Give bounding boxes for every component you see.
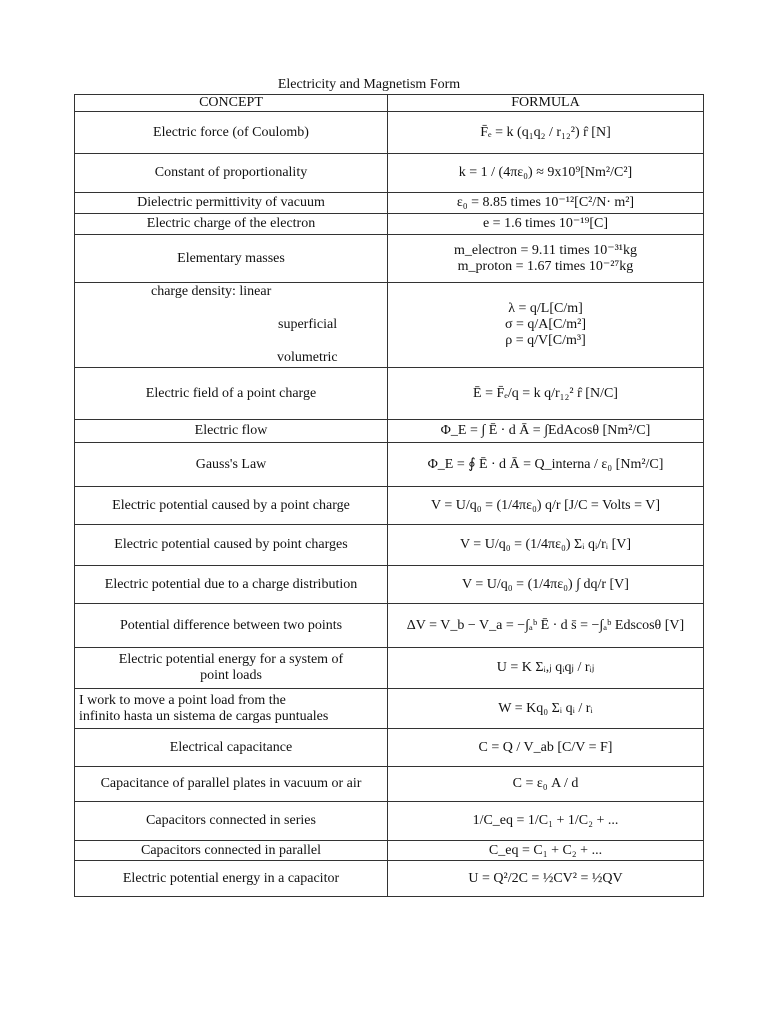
- concept-cell: Constant of proportionality: [75, 154, 388, 193]
- table-row: [75, 443, 704, 487]
- formula-cell: k = 1 / (4πε₀) ≈ 9x10⁹[Nm²/C²]: [388, 154, 704, 193]
- table-row: [75, 802, 704, 841]
- formula-cell: Φ_E = ∮ Ē ⋅ d Ā = Q_interna / ε₀ [Nm²/C]: [388, 443, 704, 487]
- formula-table: [74, 94, 704, 897]
- table-row: [75, 729, 704, 767]
- density-volumetric-label: volumetric: [277, 350, 338, 365]
- table-row: [75, 604, 704, 648]
- formula-cell: C_eq = C₁ + C₂ + ...: [388, 841, 704, 861]
- concept-header: CONCEPT: [75, 95, 388, 112]
- concept-cell: Electric field of a point charge: [75, 368, 388, 420]
- formula-cell: F̄ₑ = k (q₁q₂ / r₁₂²) r̂ [N]: [388, 112, 704, 154]
- table-row: [75, 566, 704, 604]
- formula-cell: ΔV = V_b − V_a = −∫ₐᵇ Ē ⋅ d s̄ = −∫ₐᵇ Edscosθ [V]: [388, 604, 704, 648]
- charge-density-cell: [75, 283, 388, 368]
- concept-cell: Capacitors connected in series: [75, 802, 388, 841]
- concept-cell: I work to move a point load from the infinito hasta un sistema de cargas puntuales: [75, 689, 388, 729]
- formula-cell: ε₀ = 8.85 times 10⁻¹²[C²/N⋅ m²]: [388, 193, 704, 214]
- table-header-row: [75, 95, 704, 112]
- table-row: [75, 283, 704, 368]
- formula-cell: e = 1.6 times 10⁻¹⁹[C]: [388, 214, 704, 235]
- formula-cell: C = Q / V_ab [C/V = F]: [388, 729, 704, 767]
- concept-cell: Electric flow: [75, 420, 388, 443]
- table-row: [75, 841, 704, 861]
- table-row: [75, 689, 704, 729]
- table-row: [75, 767, 704, 802]
- formula-cell: Φ_E = ∫ Ē ⋅ d Ā = ∫EdAcosθ [Nm²/C]: [388, 420, 704, 443]
- formula-cell: U = K Σᵢ,ⱼ qᵢqⱼ / rᵢⱼ: [388, 648, 704, 689]
- formula-cell: λ = q/L[C/m] σ = q/A[C/m²] ρ = q/V[C/m³]: [388, 283, 704, 368]
- concept-cell: Electrical capacitance: [75, 729, 388, 767]
- formula-cell: C = ε₀ A / d: [388, 767, 704, 802]
- formula-cell: m_electron = 9.11 times 10⁻³¹kg m_proton = 1.67 times 10⁻²⁷kg: [388, 235, 704, 283]
- concept-cell: Capacitance of parallel plates in vacuum or air: [75, 767, 388, 802]
- concept-cell: Gauss's Law: [75, 443, 388, 487]
- concept-cell: Capacitors connected in parallel: [75, 841, 388, 861]
- table-row: [75, 235, 704, 283]
- concept-cell: Potential difference between two points: [75, 604, 388, 648]
- concept-cell: Electric potential energy for a system of point loads: [75, 648, 388, 689]
- table-row: [75, 214, 704, 235]
- table-row: [75, 420, 704, 443]
- table-row: [75, 648, 704, 689]
- table-row: [75, 487, 704, 525]
- table-row: [75, 525, 704, 566]
- formula-cell: Ē = F̄ₑ/q = k q/r₁₂² r̂ [N/C]: [388, 368, 704, 420]
- concept-cell: Electric potential caused by point charges: [75, 525, 388, 566]
- formula-cell: V = U/q₀ = (1/4πε₀) q/r [J/C = Volts = V]: [388, 487, 704, 525]
- concept-cell: Electric charge of the electron: [75, 214, 388, 235]
- formula-cell: W = Kq₀ Σᵢ qᵢ / rᵢ: [388, 689, 704, 729]
- formula-cell: 1/C_eq = 1/C₁ + 1/C₂ + ...: [388, 802, 704, 841]
- table-row: [75, 193, 704, 214]
- concept-cell: Electric potential energy in a capacitor: [75, 861, 388, 897]
- table-row: [75, 368, 704, 420]
- concept-cell: Elementary masses: [75, 235, 388, 283]
- table-row: [75, 112, 704, 154]
- formula-cell: U = Q²/2C = ½CV² = ½QV: [388, 861, 704, 897]
- concept-cell: Electric potential caused by a point charge: [75, 487, 388, 525]
- density-linear-label: charge density: linear: [151, 284, 272, 299]
- formula-header: FORMULA: [388, 95, 704, 112]
- concept-cell: Electric potential due to a charge distribution: [75, 566, 388, 604]
- concept-cell: Electric force (of Coulomb): [75, 112, 388, 154]
- formula-cell: V = U/q₀ = (1/4πε₀) Σᵢ qᵢ/rᵢ [V]: [388, 525, 704, 566]
- formula-cell: V = U/q₀ = (1/4πε₀) ∫ dq/r [V]: [388, 566, 704, 604]
- document-title: Electricity and Magnetism Form: [277, 77, 461, 92]
- concept-cell: Dielectric permittivity of vacuum: [75, 193, 388, 214]
- table-row: [75, 154, 704, 193]
- density-superficial-label: superficial: [278, 317, 338, 332]
- table-row: [75, 861, 704, 897]
